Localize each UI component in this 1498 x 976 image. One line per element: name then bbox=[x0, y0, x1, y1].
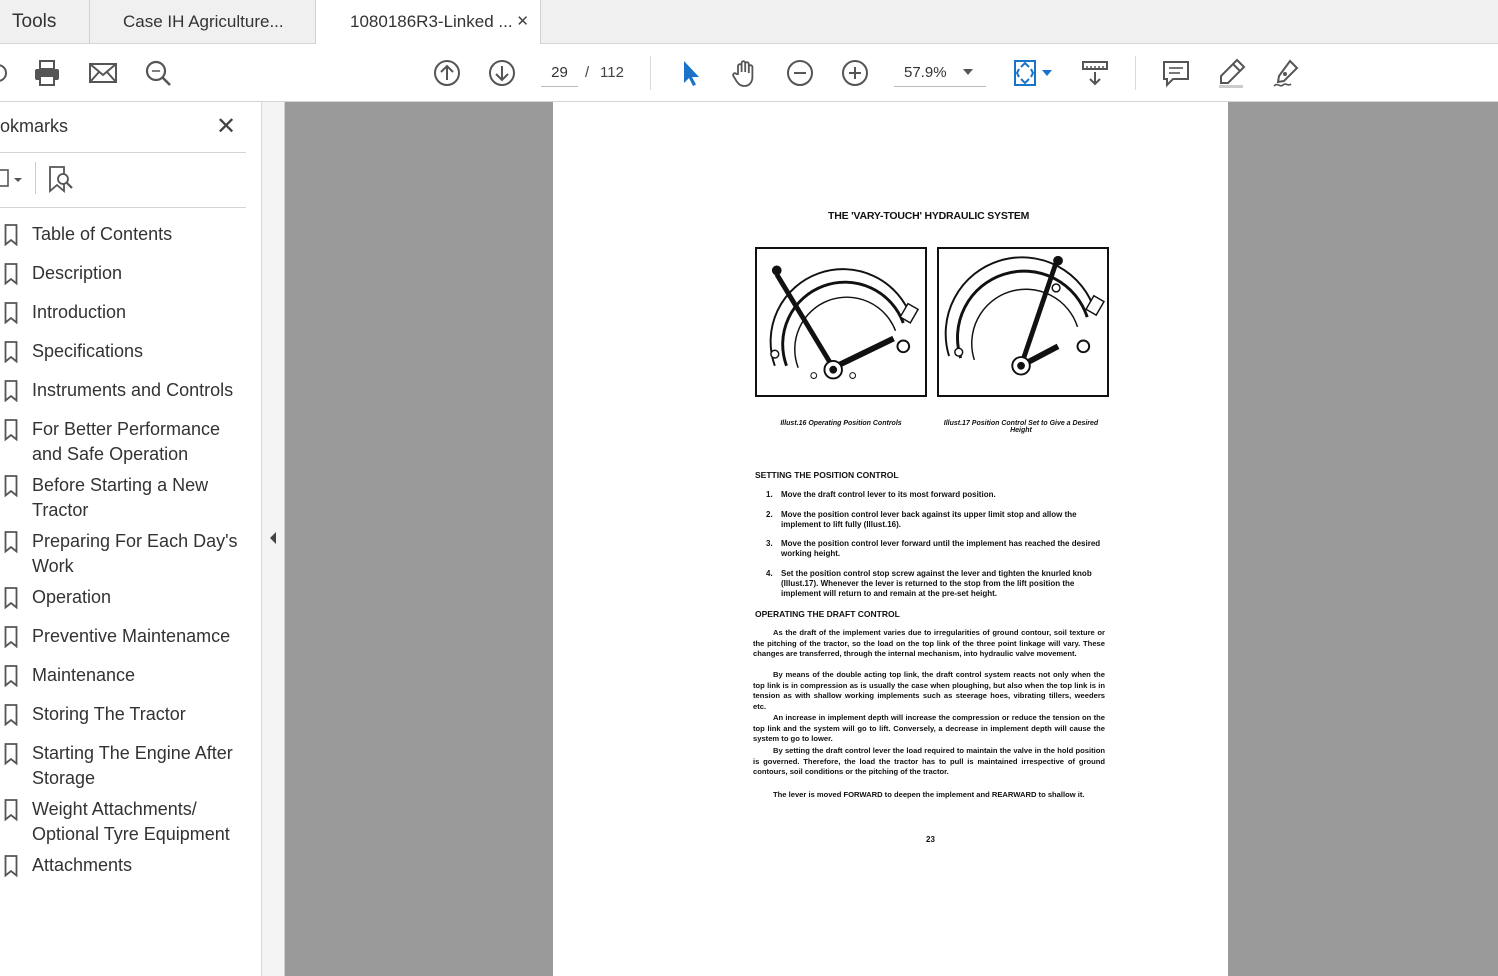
panel-divider-2 bbox=[0, 207, 246, 208]
bookmark-icon bbox=[4, 665, 18, 687]
sign-pen-icon[interactable] bbox=[1270, 57, 1302, 89]
step-number: 4. bbox=[766, 569, 773, 578]
bookmark-label: Specifications bbox=[32, 341, 144, 361]
bookmark-item[interactable] bbox=[0, 619, 260, 658]
bookmark-item[interactable] bbox=[0, 295, 260, 334]
zoom-in-icon[interactable] bbox=[839, 57, 871, 89]
page-number-input[interactable]: 29 bbox=[541, 59, 578, 87]
bookmark-label: Preparing For Each Day's Work bbox=[32, 531, 238, 576]
bookmark-icon bbox=[4, 341, 18, 363]
bookmarks-title: okmarks bbox=[0, 116, 69, 136]
bookmark-icon bbox=[4, 302, 18, 324]
bookmarks-panel bbox=[0, 102, 262, 976]
comment-icon[interactable] bbox=[1160, 57, 1192, 89]
bookmark-icon bbox=[4, 380, 18, 402]
body-paragraph: As the draft of the implement varies due to irregularities of ground contour, soil texture or the pitching of the tractor, so the load on the top link of the three point linkage will vary. These changes are transferred, through the internal mechanism, into hydraulic valve movement. bbox=[753, 628, 1105, 659]
bookmark-icon bbox=[4, 475, 18, 497]
highlight-pen-icon[interactable] bbox=[1215, 57, 1247, 89]
body-paragraph: An increase in implement depth will increase the compression or reduce the tension on the top link and the system will go to lift. Conversely, a decrease in implement depth will cause the system to go to lower. bbox=[753, 713, 1105, 744]
tab-document-2[interactable] bbox=[316, 0, 541, 45]
toolbar-divider-2 bbox=[1135, 56, 1136, 90]
fit-chevron-down-icon[interactable] bbox=[1042, 70, 1052, 76]
partial-icon[interactable] bbox=[0, 57, 14, 89]
document-viewport[interactable] bbox=[285, 102, 1498, 976]
toolbar bbox=[0, 44, 1498, 102]
section-heading-position-control: SETTING THE POSITION CONTROL bbox=[755, 470, 899, 480]
bookmark-item[interactable] bbox=[0, 524, 260, 580]
previous-page-icon[interactable] bbox=[431, 57, 463, 89]
bookmark-label: Table of Contents bbox=[32, 224, 173, 244]
bookmark-label: Instruments and Controls bbox=[32, 380, 234, 400]
bookmark-item[interactable] bbox=[0, 580, 260, 619]
step-item bbox=[766, 539, 1106, 559]
bookmark-label: Attachments bbox=[32, 855, 133, 875]
bookmark-label: Preventive Maintenamce bbox=[32, 626, 231, 646]
page-total: 112 bbox=[600, 64, 624, 81]
find-bookmark-icon[interactable] bbox=[46, 164, 76, 194]
fit-page-icon[interactable] bbox=[1009, 57, 1041, 89]
bookmark-icon bbox=[4, 263, 18, 285]
tab-document-1-label: Case IH Agriculture... bbox=[123, 12, 284, 31]
scroll-mode-icon[interactable] bbox=[1079, 57, 1111, 89]
step-item bbox=[766, 569, 1106, 599]
bookmark-icon bbox=[4, 799, 18, 821]
bookmark-item[interactable] bbox=[0, 658, 260, 697]
body-paragraph: The lever is moved FORWARD to deepen the implement and REARWARD to shallow it. bbox=[773, 790, 1085, 799]
options-menu-icon[interactable] bbox=[0, 166, 26, 192]
collapse-arrow-icon[interactable] bbox=[270, 532, 276, 544]
illustration-16-caption: Illust.16 Operating Position Controls bbox=[780, 420, 902, 427]
bookmark-icon bbox=[4, 704, 18, 726]
bookmark-item[interactable] bbox=[0, 792, 260, 848]
page-separator: / bbox=[585, 64, 590, 81]
bookmark-item[interactable] bbox=[0, 736, 260, 792]
section-heading-draft-control: OPERATING THE DRAFT CONTROL bbox=[755, 609, 900, 619]
next-page-icon[interactable] bbox=[486, 57, 518, 89]
bookmark-item[interactable] bbox=[0, 373, 260, 412]
tab-tools[interactable] bbox=[0, 0, 90, 44]
bookmark-item[interactable] bbox=[0, 334, 260, 373]
illustration-17-caption: Illust.17 Position Control Set to Give a Desired Height bbox=[943, 420, 1099, 434]
step-text: Move the draft control lever to its most forward position. bbox=[781, 490, 996, 499]
panel-tool-divider bbox=[35, 162, 36, 194]
bookmark-icon bbox=[4, 743, 18, 765]
bookmark-icon bbox=[4, 531, 18, 553]
step-text: Move the position control lever forward until the implement has reached the desired working height. bbox=[781, 539, 1101, 558]
pdf-page bbox=[553, 102, 1228, 976]
bookmark-label: Weight Attachments/ Optional Tyre Equipment bbox=[32, 799, 230, 844]
bookmark-icon bbox=[4, 855, 18, 877]
tab-document-2-label: 1080186R3-Linked ... bbox=[350, 12, 513, 31]
bookmark-icon bbox=[4, 587, 18, 609]
bookmark-item[interactable] bbox=[0, 468, 260, 524]
step-text: Set the position control stop screw against the lever and tighten the knurled knob (Illust.17). Whenever the lever is returned to the stop from the lift position the implement will return to and remain at the pre-set height. bbox=[781, 569, 1092, 598]
body-paragraph: By means of the double acting top link, the draft control system reacts not only when the top link is in compression as is usually the case when ploughing, but also when the top link is in tension as with shallow working implements such as steerage hoes, vibrating tillers, weeders etc. bbox=[753, 670, 1105, 711]
close-tab-icon[interactable]: ✕ bbox=[516, 13, 529, 30]
bookmark-icon bbox=[4, 626, 18, 648]
search-icon[interactable] bbox=[142, 57, 174, 89]
toolbar-divider bbox=[650, 56, 651, 90]
illustration-16 bbox=[755, 247, 927, 397]
bookmark-item[interactable] bbox=[0, 697, 260, 736]
print-icon[interactable] bbox=[31, 57, 63, 89]
bookmark-item[interactable] bbox=[0, 256, 260, 295]
close-panel-icon[interactable]: ✕ bbox=[216, 113, 237, 140]
bookmark-label: Starting The Engine After Storage bbox=[32, 743, 233, 788]
bookmark-label: Maintenance bbox=[32, 665, 136, 685]
bookmark-label: Operation bbox=[32, 587, 112, 607]
bookmark-item[interactable] bbox=[0, 848, 260, 887]
panel-splitter[interactable] bbox=[262, 102, 285, 976]
bookmark-label: Description bbox=[32, 263, 123, 283]
illustration-17 bbox=[937, 247, 1109, 397]
bookmark-icon bbox=[4, 419, 18, 441]
email-icon[interactable] bbox=[87, 57, 119, 89]
bookmark-label: For Better Performance and Safe Operation bbox=[32, 419, 221, 464]
bookmark-label: Storing The Tractor bbox=[32, 704, 186, 724]
step-number: 1. bbox=[766, 490, 773, 499]
zoom-out-icon[interactable] bbox=[784, 57, 816, 89]
bookmark-icon bbox=[4, 224, 18, 246]
hand-tool-icon[interactable] bbox=[729, 57, 761, 89]
printed-page-number: 23 bbox=[926, 835, 935, 844]
bookmark-label: Introduction bbox=[32, 302, 127, 322]
tab-document-1[interactable] bbox=[90, 0, 316, 44]
chevron-down-icon[interactable] bbox=[963, 69, 973, 75]
tab-tools-label: Tools bbox=[12, 11, 57, 32]
step-number: 3. bbox=[766, 539, 773, 548]
zoom-level-select[interactable]: 57.9% bbox=[894, 59, 986, 87]
panel-divider bbox=[0, 152, 246, 153]
select-cursor-icon[interactable] bbox=[674, 57, 706, 89]
body-paragraph: By setting the draft control lever the load required to maintain the valve in the hold position is governed. Therefore, the load the tractor has to pull is maintained irrespective of ground contours, soil conditions or the pitching of the tractor. bbox=[753, 746, 1105, 777]
bookmark-list bbox=[0, 217, 260, 887]
step-number: 2. bbox=[766, 510, 773, 519]
step-item bbox=[766, 490, 1106, 500]
page-heading: THE 'VARY-TOUCH' HYDRAULIC SYSTEM bbox=[828, 210, 1030, 222]
step-item bbox=[766, 510, 1106, 530]
step-text: Move the position control lever back against its upper limit stop and allow the implement to lift fully (Illust.16). bbox=[781, 510, 1077, 529]
tab-bar bbox=[0, 0, 1498, 44]
bookmark-item[interactable] bbox=[0, 412, 260, 468]
bookmark-item[interactable] bbox=[0, 217, 260, 256]
bookmark-label: Before Starting a New Tractor bbox=[32, 475, 209, 520]
